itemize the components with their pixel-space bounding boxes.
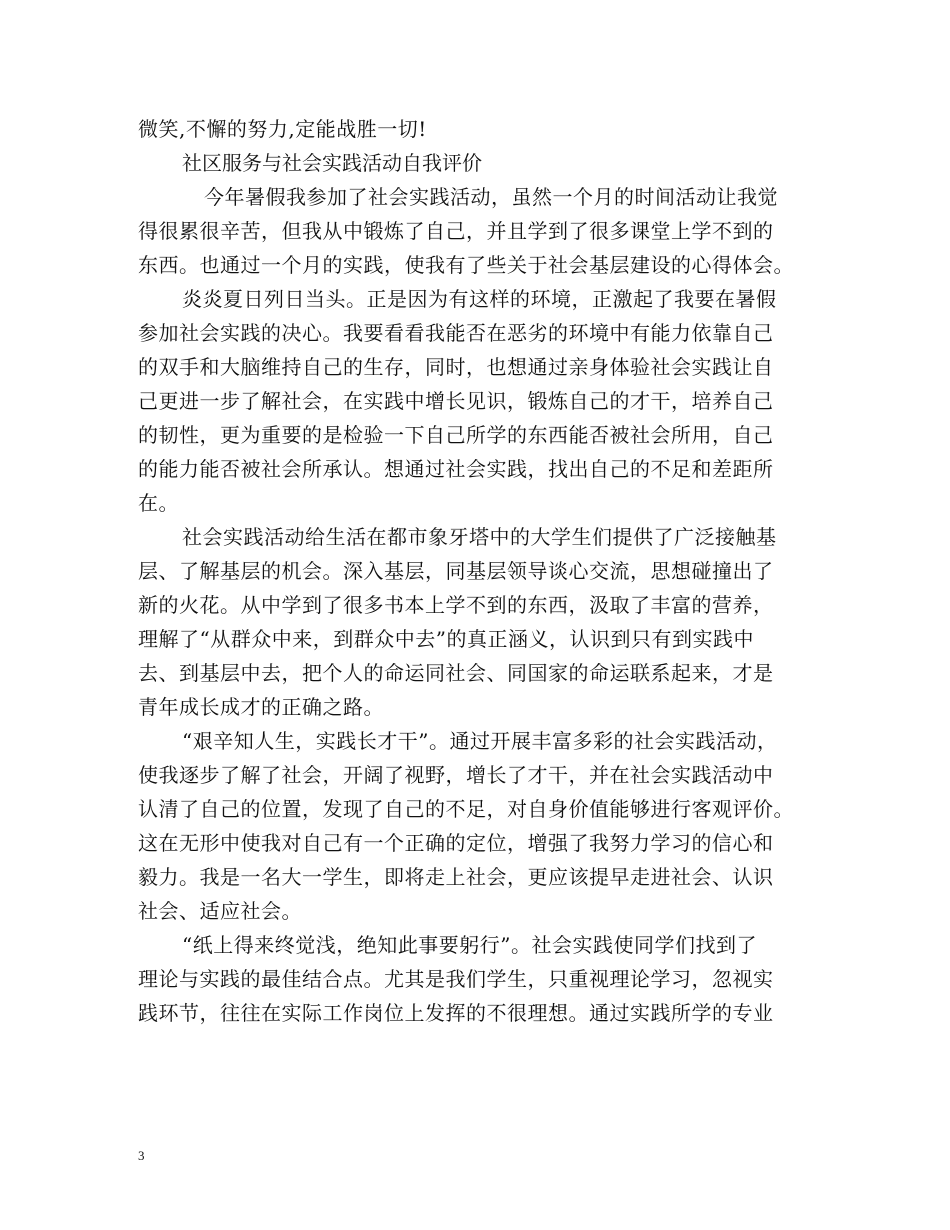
- text-line: 炎炎夏日列日当头。正是因为有这样的环境，正激起了我要在暑假: [182, 287, 777, 311]
- section-title: 社区服务与社会实践活动自我评价: [182, 151, 482, 175]
- document-body: [138, 112, 828, 1030]
- text-line: 参加社会实践的决心。我要看看我能否在恶劣的环境中有能力依靠自己: [138, 321, 774, 345]
- text-line: 的韧性，更为重要的是检验一下自己所学的东西能否被社会所用，自己: [138, 423, 774, 447]
- text-line: 微笑,不懈的努力,定能战胜一切!: [138, 117, 427, 141]
- text-line: 的双手和大脑维持自己的生存，同时，也想通过亲身体验社会实践让自: [138, 355, 774, 379]
- text-line: 今年暑假我参加了社会实践活动，虽然一个月的时间活动让我觉: [204, 185, 778, 209]
- text-line: 践环节，往往在实际工作岗位上发挥的不很理想。通过实践所学的专业: [138, 1001, 774, 1025]
- text-line: 社会、适应社会。: [138, 899, 302, 923]
- text-line: 社会实践活动给生活在都市象牙塔中的大学生们提供了广泛接触基: [182, 525, 777, 549]
- text-line: 青年成长成才的正确之路。: [138, 695, 384, 719]
- text-line: 己更进一步了解社会，在实践中增长见识，锻炼自己的才干，培养自己: [138, 389, 774, 413]
- text-line: 使我逐步了解了社会，开阔了视野，增长了才干，并在社会实践活动中: [138, 763, 774, 787]
- text-line: “艰辛知人生，实践长才干”。通过开展丰富多彩的社会实践活动，: [182, 729, 778, 753]
- text-line: 东西。也通过一个月的实践，使我有了些关于社会基层建设的心得体会。: [138, 253, 794, 277]
- text-line: 得很累很辛苦，但我从中锻炼了自己，并且学到了很多课堂上学不到的: [138, 219, 774, 243]
- text-line: 去、到基层中去，把个人的命运同社会、同国家的命运联系起来，才是: [138, 661, 774, 685]
- text-line: 理论与实践的最佳结合点。尤其是我们学生，只重视理论学习，忽视实: [138, 967, 774, 991]
- text-line: 毅力。我是一名大一学生，即将走上社会，更应该提早走进社会、认识: [138, 865, 774, 889]
- text-line: 新的火花。从中学到了很多书本上学不到的东西，汲取了丰富的营养，: [138, 593, 774, 617]
- text-line: 理解了“从群众中来，到群众中去”的真正涵义，认识到只有到实践中: [138, 627, 754, 651]
- text-line: 这在无形中使我对自己有一个正确的定位，增强了我努力学习的信心和: [138, 831, 774, 855]
- text-line: 在。: [138, 491, 179, 515]
- page-number: 3: [138, 1148, 145, 1163]
- text-line: 认清了自己的位置，发现了自己的不足，对自身价值能够进行客观评价。: [138, 797, 794, 821]
- text-line: 的能力能否被社会所承认。想通过社会实践，找出自己的不足和差距所: [138, 457, 774, 481]
- text-line: “纸上得来终觉浅，绝知此事要躬行”。社会实践使同学们找到了: [182, 933, 757, 957]
- text-line: 层、了解基层的机会。深入基层，同基层领导谈心交流，思想碰撞出了: [138, 559, 774, 583]
